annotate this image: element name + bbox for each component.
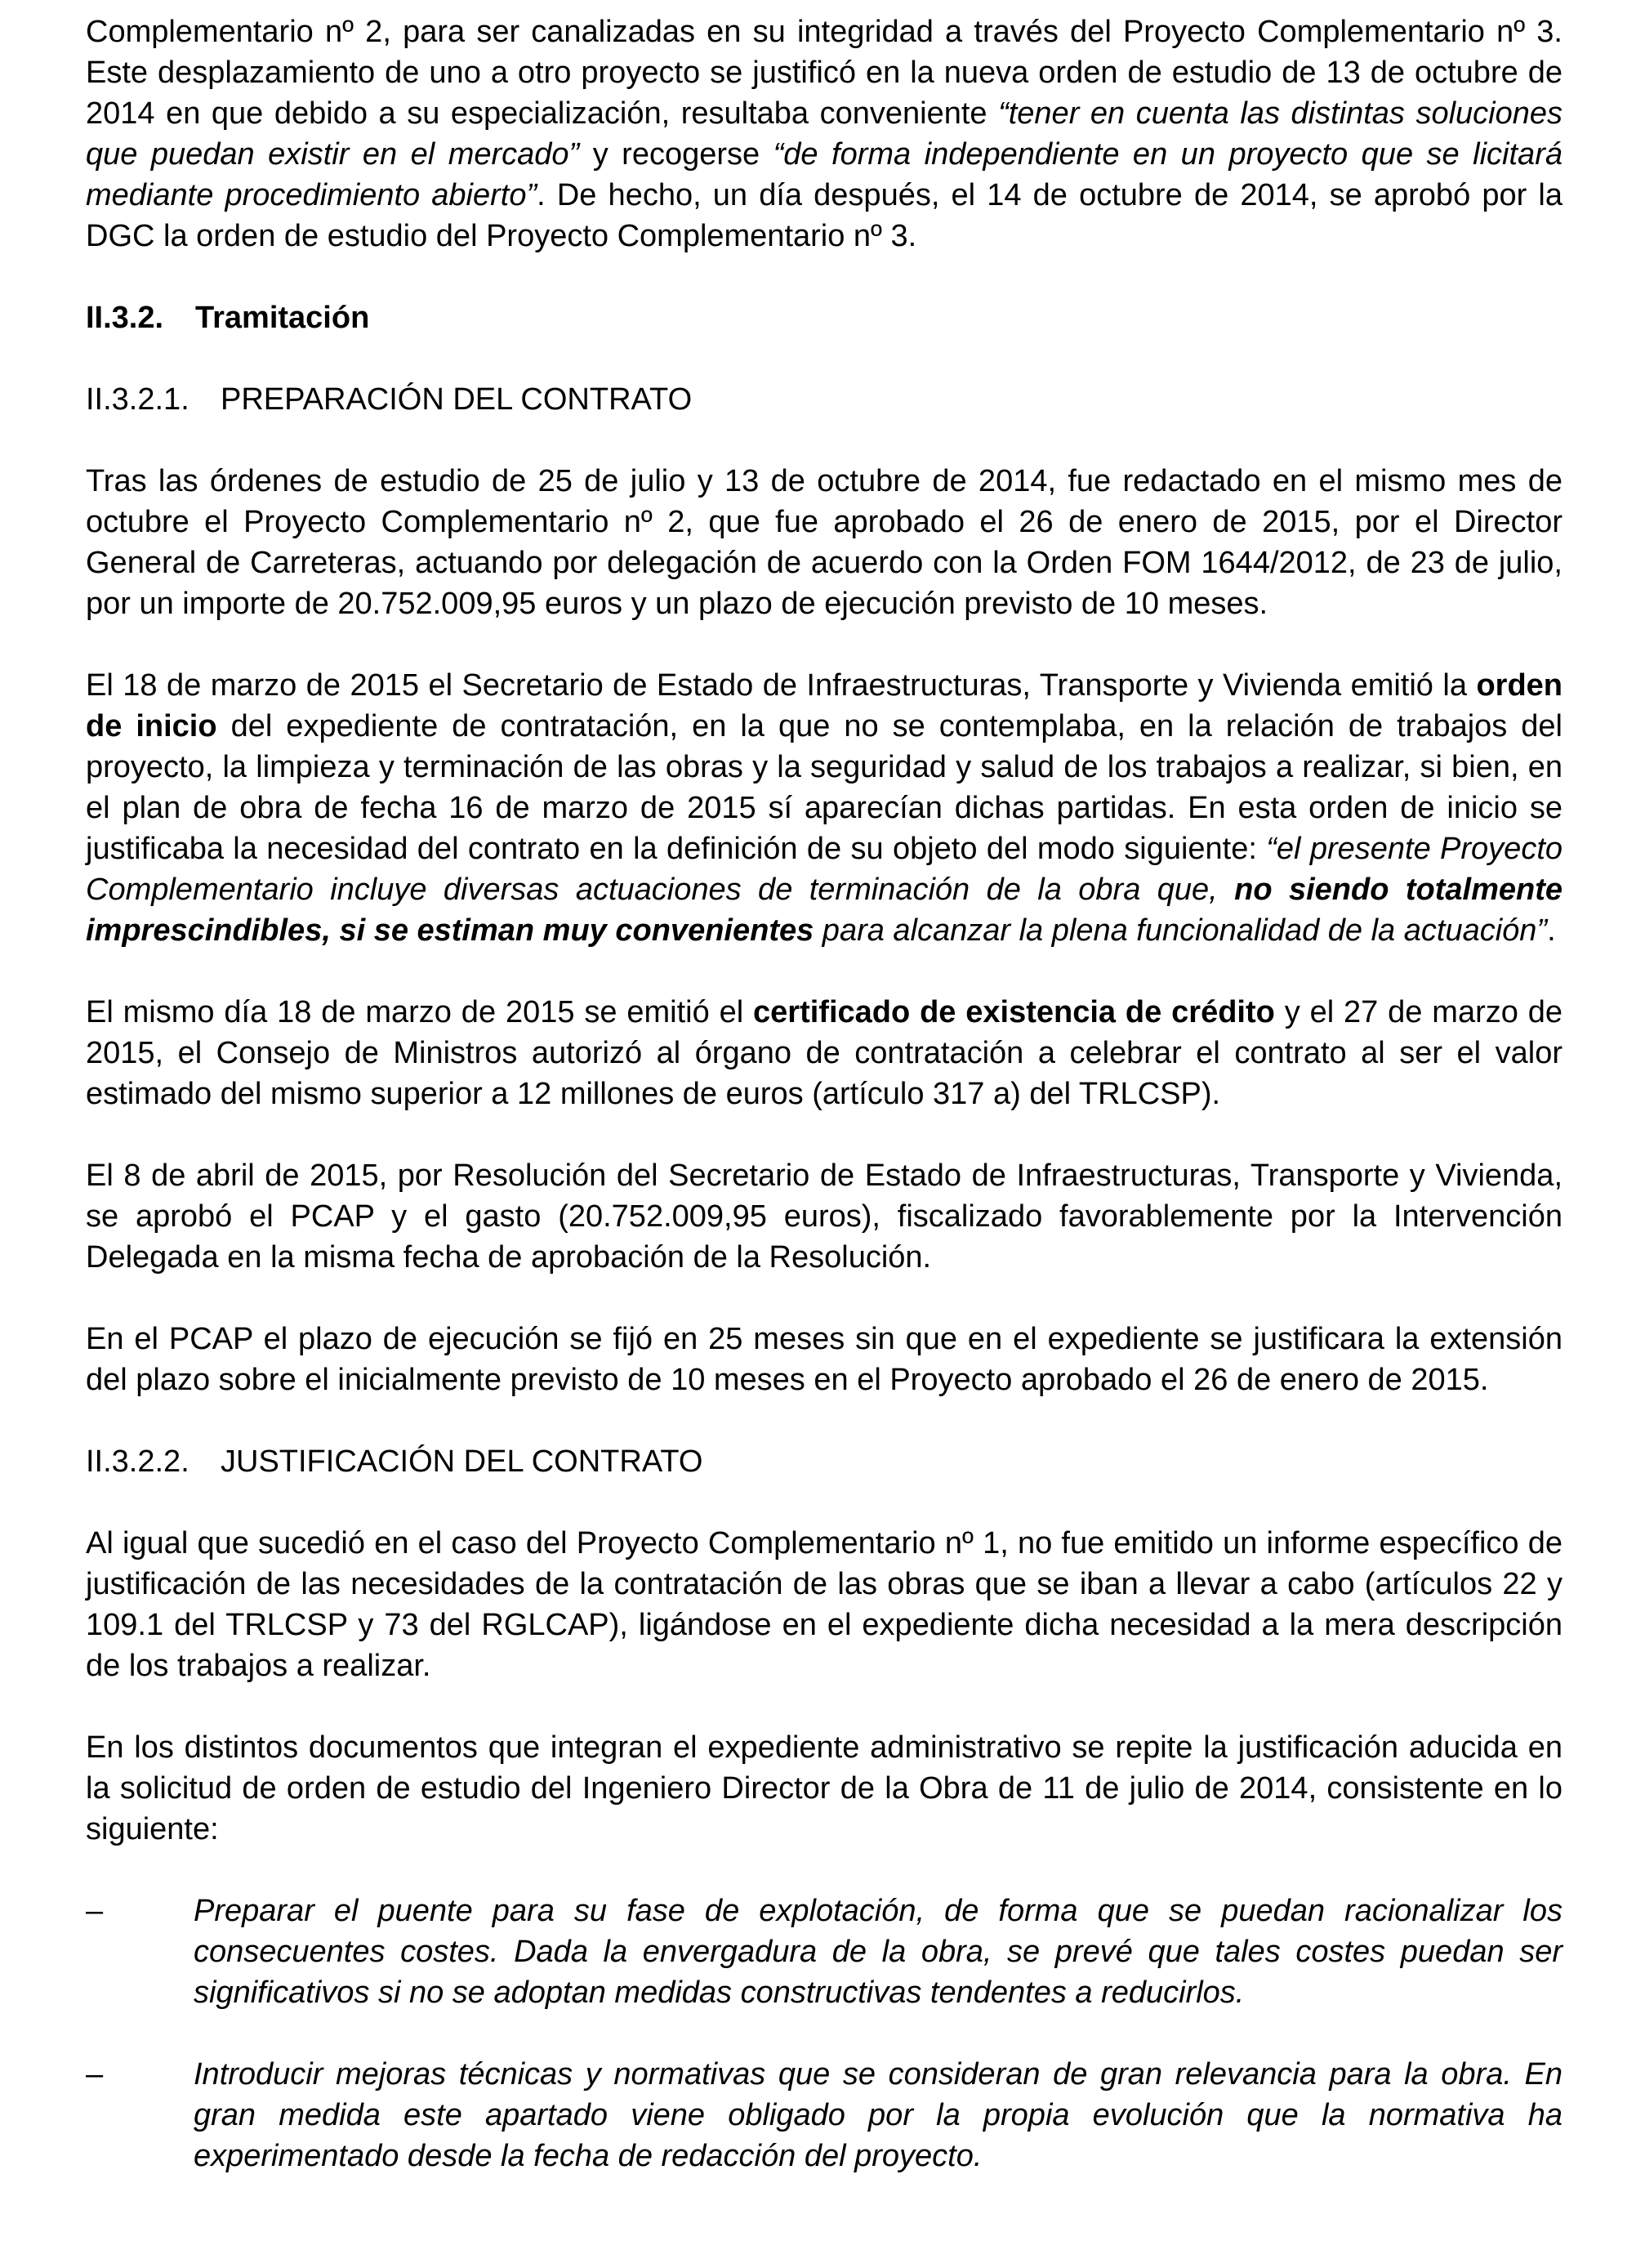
justification-list xyxy=(86,1891,1563,2176)
text-segment: El mismo día 18 de marzo de 2015 se emitió el xyxy=(86,995,754,1029)
list-item xyxy=(86,1891,1563,2013)
paragraph-resolucion-pcap: El 8 de abril de 2015, por Resolución del Secretario de Estado de Infraestructuras, Transporte y Vivienda, se aprobó el PCAP y el gasto (20.752.009,95 euros), fiscalizado favorablemente por la Intervención Delegada en la misma fecha de aprobación de la Resolución. xyxy=(86,1159,1563,1275)
section-heading xyxy=(86,297,1563,338)
subsection-heading-preparacion xyxy=(86,379,1563,420)
subsection-number: II.3.2.2. xyxy=(86,1444,189,1479)
text-segment: . De hecho, un día después, el 14 de octubre de 2014, se aprobó por la DGC la orden de estudio del Proyecto Complementario nº 3. xyxy=(86,178,1563,253)
paragraph-orden-inicio xyxy=(86,665,1563,951)
list-item-text: Introducir mejoras técnicas y normativas que se consideran de gran relevancia para la obra. En gran medida este apartado viene obligado por la propia evolución que la normativa ha experimentado desde la fecha de redacción del proyecto. xyxy=(194,2057,1563,2173)
paragraph-proyecto-aprobado: Tras las órdenes de estudio de 25 de julio y 13 de octubre de 2014, fue redactado en el mismo mes de octubre el Proyecto Complementario nº 2, que fue aprobado el 26 de enero de 2015, por el Director General de Carreteras, actuando por delegación de acuerdo con la Orden FOM 1644/2012, de 23 de julio, por un importe de 20.752.009,95 euros y un plazo de ejecución previsto de 10 meses. xyxy=(86,464,1563,621)
subsection-title: PREPARACIÓN DEL CONTRATO xyxy=(221,382,693,417)
paragraph-expediente-administrativo: En los distintos documentos que integran el expediente administrativo se repite la justificación aducida en la solicitud de orden de estudio del Ingeniero Director de la Obra de 11 de julio de 2014, consistente en lo siguiente: xyxy=(86,1730,1563,1846)
text-segment: El 18 de marzo de 2015 el Secretario de Estado de Infraestructuras, Transporte y Vivienda emitió la xyxy=(86,668,1477,703)
list-item xyxy=(86,2054,1563,2176)
subsection-heading-justificacion xyxy=(86,1441,1563,1482)
quote-text: para alcanzar la plena funcionalidad de la actuación” xyxy=(814,913,1548,948)
quote-bold-text: no siendo totalmente imprescindibles, si se estiman muy convenientes xyxy=(86,873,1563,948)
text-segment: y el 27 de marzo de 2015, el Consejo de Ministros autorizó al órgano de contratación a celebrar el contrato al ser el valor estimado del mismo superior a 12 millones de euros (artículo 317 a) del TRLCSP). xyxy=(86,995,1563,1111)
quote-text: “el presente Proyecto Complementario incluye diversas actuaciones de terminación de la obra que, xyxy=(86,832,1563,907)
document-page xyxy=(86,11,1563,2176)
paragraph-plazo-ejecucion: En el PCAP el plazo de ejecución se fijó en 25 meses sin que en el expediente se justificara la extensión del plazo sobre el inicialmente previsto de 10 meses en el Proyecto aprobado el 26 de enero de 2015. xyxy=(86,1322,1563,1397)
paragraph-informe-justificacion: Al igual que sucedió en el caso del Proyecto Complementario nº 1, no fue emitido un informe específico de justificación de las necesidades de la contratación de las obras que se iban a llevar a cabo (artículos 22 y 109.1 del TRLCSP y 73 del RGLCAP), ligándose en el expediente dicha necesidad a la mera descripción de los trabajos a realizar. xyxy=(86,1526,1563,1683)
dash-bullet: – xyxy=(86,1894,104,1928)
bold-term: certificado de existencia de crédito xyxy=(753,995,1275,1029)
bold-term: orden de inicio xyxy=(86,668,1563,743)
dash-bullet: – xyxy=(86,2057,104,2092)
quote-segment: “de forma independiente en un proyecto que se licitará mediante procedimiento abierto” xyxy=(86,137,1563,212)
section-number: II.3.2. xyxy=(86,301,164,335)
list-item-text: Preparar el puente para su fase de explotación, de forma que se puedan racionalizar los consecuentes costes. Dada la envergadura de la obra, se prevé que tales costes puedan ser significativos si no se adoptan medidas constructivas tendentes a reducirlos. xyxy=(194,1894,1563,2010)
quote-segment: “tener en cuenta las distintas soluciones que puedan existir en el mercado” xyxy=(86,96,1563,172)
subsection-number: II.3.2.1. xyxy=(86,382,189,417)
paragraph-certificado-credito xyxy=(86,992,1563,1114)
text-segment: y recogerse xyxy=(579,137,773,172)
section-title: Tramitación xyxy=(195,301,370,335)
paragraph-intro xyxy=(86,11,1563,257)
text-segment: Complementario nº 2, para ser canalizadas en su integridad a través del Proyecto Complementario nº 3. Este desplazamiento de uno a otro proyecto se justificó en la nueva orden de estudio de 13 de octubre de 2014 en que debido a su especialización, resultaba conveniente xyxy=(86,15,1563,131)
text-segment: . xyxy=(1547,913,1556,948)
subsection-title: JUSTIFICACIÓN DEL CONTRATO xyxy=(221,1444,703,1479)
text-segment: del expediente de contratación, en la que no se contemplaba, en la relación de trabajos del proyecto, la limpieza y terminación de las obras y la seguridad y salud de los trabajos a realizar, si bien, en el plan de obra de fecha 16 de marzo de 2015 sí aparecían dichas partidas. En esta orden de inicio se justificaba la necesidad del contrato en la definición de su objeto del modo siguiente: xyxy=(86,709,1563,866)
